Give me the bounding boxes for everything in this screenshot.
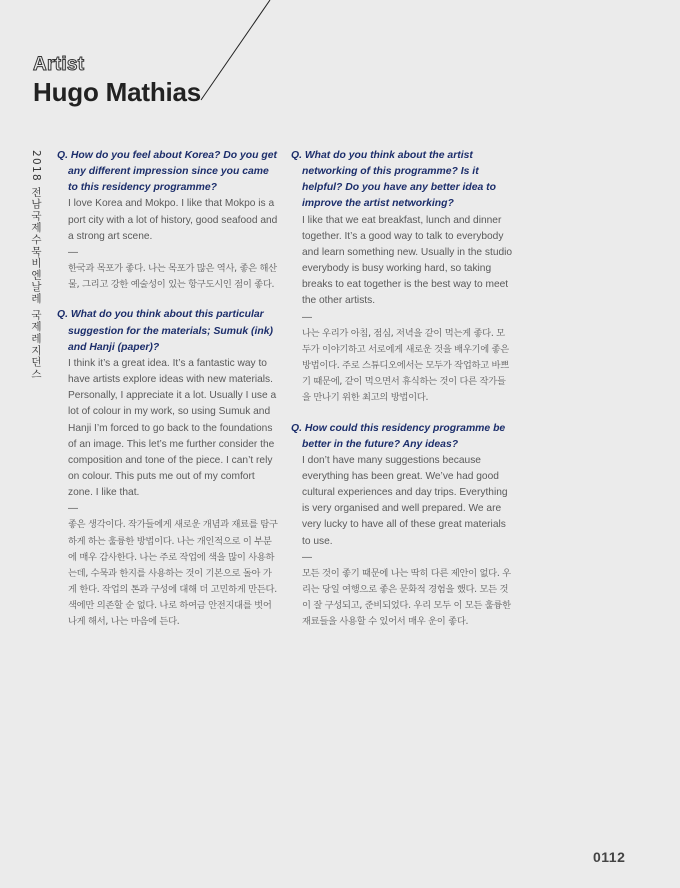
answer-english: I like that we eat breakfast, lunch and dinner together. It’s a good way to talk to everybody and learn something new. Usually in the studio everybody is busy working hard, so taking breaks to eat together is the best way to meet the other artists. — [302, 214, 513, 307]
answer-korean: 모든 것이 좋기 때문에 나는 딱히 다른 제안이 없다. 우리는 당일 여행으로 좋은 문화적 경험을 했다. 모든 것이 잘 구성되고, 준비되었다. 우리 모두 이 모든 훌륭한 재료들을 사용할 수 있어서 매우 운이 좋다. — [302, 567, 511, 628]
question-text: Q. What do you think about this particular suggestion for the materials; Sumuk (ink) and Hanji (paper)? — [57, 309, 273, 353]
question-text: Q. How could this residency programme be better in the future? Any ideas? — [291, 422, 506, 450]
answer-korean: 나는 우리가 아침, 점심, 저녁을 같이 먹는게 좋다. 모두가 이야기하고 서로에게 새로운 것을 배우기에 좋은 방법이다. 주로 스튜디오에서는 모두가 작업하고 바쁘기 때문에, 같이 먹으면서 휴식하는 것이 다른 작가들을 만나기 위한 최고의 방법이다. — [302, 327, 509, 404]
answer-korean: 좋은 생각이다. 작가들에게 새로운 개념과 재료를 탐구하게 하는 훌륭한 방법이다. 나는 개인적으로 이 부분에 매우 감사한다. 나는 주로 작업에 색을 많이 사용하는데, 수묵과 한지를 사용하는 것이 기본으로 돌아 가게 한다. 작업의 톤과 구성에 대해 더 고민하게 만든다. 색에만 의존할 순 없다. 나로 하여금 안전지대를 벗어나게 해서, 나는 마음에 든다. — [68, 519, 278, 628]
qa-block — [57, 307, 279, 630]
answer-divider: — — [68, 246, 78, 258]
qa-block — [291, 421, 513, 631]
answer-english: I don’t have many suggestions because everything has been great. We’ve had good cultural experiences and day trips. Everything is very organised and well prepared. We are very lucky to have all of these great materials to use. — [302, 454, 508, 547]
answer-divider: — — [302, 551, 312, 563]
artist-name-heading: Hugo Mathias — [33, 77, 202, 107]
section-label: Artist — [33, 54, 85, 75]
answer-divider: — — [302, 311, 312, 323]
left-column — [57, 148, 279, 645]
question-text: Q. How do you feel about Korea? Do you get any different impression since you came to this residency programme? — [57, 150, 277, 194]
answer-english: I love Korea and Mokpo. I like that Mokpo is a port city with a lot of history, good seafood and a strong art scene. — [68, 198, 278, 242]
question-text: Q. What do you think about the artist networking of this programme? Is it helpful? Do you have any better idea to improve the artist networking? — [291, 150, 496, 210]
vertical-publication-title: 2018 전남국제수묵비엔날레 국제레지던스 — [30, 150, 42, 380]
answer-english: I think it’s a great idea. It’s a fantastic way to have artists explore ideas with new materials. Personally, I appreciate it a lot. Usually I use a lot of colour in my work, so using Sumuk and Hanji I’m forced to go back to the foundations of an image. This let’s me further consider the composition and tone of the piece. I can’t rely on colour. This puts me out of my comfort zone. I like that. — [68, 357, 277, 499]
answer-divider: — — [68, 503, 78, 515]
answer-korean: 한국과 목포가 좋다. 나는 목포가 많은 역사, 좋은 해산물, 그리고 강한 예술성이 있는 항구도시인 점이 좋다. — [68, 263, 277, 291]
qa-block — [57, 148, 279, 293]
page-number: 0112 — [593, 849, 626, 865]
right-column — [291, 148, 513, 645]
qa-block — [291, 148, 513, 407]
